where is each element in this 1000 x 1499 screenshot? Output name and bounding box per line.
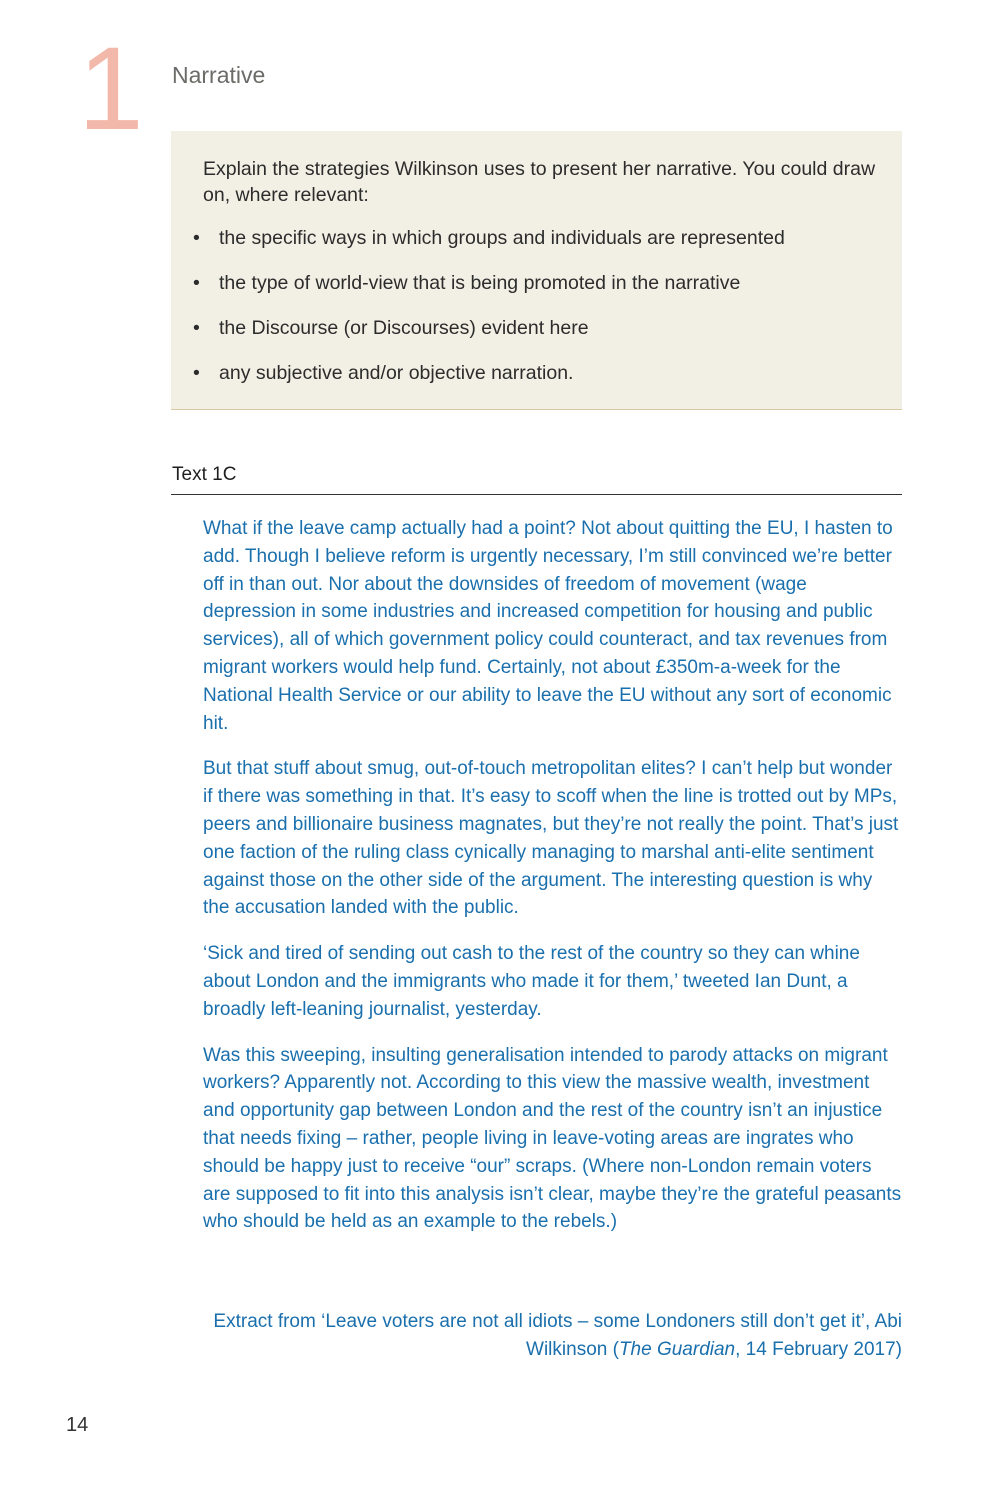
chapter-number: 1: [78, 23, 144, 155]
task-bullet-text: the specific ways in which groups and individuals are represented: [219, 227, 785, 249]
extract-paragraph: What if the leave camp actually had a point? Not about quitting the EU, I hasten to add. Though I believe reform is urgently necessary, I’m still convinced we’re better off in than out. Nor about the downsides of freedom of movement (wage depression in some industries and increased competition for housing and public services), all of which government policy could counteract, and tax revenues from migrant workers would help fund. Certainly, not about £350m-a-week for the National Health Service or our ability to leave the EU without any sort of economic hit.: [203, 518, 893, 734]
divider: [171, 494, 902, 495]
page-number: 14: [66, 1414, 89, 1436]
section-title: Narrative: [172, 62, 266, 88]
task-bullet-text: the Discourse (or Discourses) evident here: [219, 317, 589, 339]
task-bullet-text: any subjective and/or objective narration.: [219, 362, 574, 384]
extract-body: [203, 515, 903, 1254]
bullet-icon: •: [193, 272, 200, 294]
task-bullet: [193, 360, 877, 386]
task-bullet-list: [193, 225, 877, 386]
extract-paragraph: But that stuff about smug, out-of-touch metropolitan elites? I can’t help but wonder if there was something in that. It’s easy to scoff when the line is trotted out by MPs, peers and billionaire business magnates, but they’re not really the point. That’s just one faction of the ruling class cynically managing to marshal anti-elite sentiment against those on the other side of the argument. The interesting question is why the accusation landed with the public.: [203, 758, 899, 919]
extract-paragraph: ‘Sick and tired of sending out cash to the rest of the country so they can whine about London and the immigrants who made it for them,’ tweeted Ian Dunt, a broadly left-leaning journalist, yesterday.: [203, 943, 860, 1020]
source-publication: The Guardian: [618, 1338, 736, 1360]
task-box: [171, 131, 902, 410]
text-label: Text 1C: [172, 464, 237, 485]
source-citation: [203, 1308, 902, 1364]
task-bullet: [193, 225, 877, 251]
task-intro: Explain the strategies Wilkinson uses to present her narrative. You could draw on, where relevant:: [203, 158, 876, 206]
extract-paragraph: Was this sweeping, insulting generalisation intended to parody attacks on migrant workers? Apparently not. According to this view the massive wealth, investment and opportunity gap between London and the rest of the country isn’t an injustice that needs fixing – rather, people living in leave-voting areas are ingrates who should be happy just to receive “our” scraps. (Where non-London remain voters are supposed to fit into this analysis isn’t clear, maybe they’re the grateful peasants who should be held as an example to the rebels.): [203, 1044, 902, 1233]
bullet-icon: •: [193, 362, 200, 384]
task-bullet: [193, 315, 877, 341]
task-bullet-text: the type of world-view that is being promoted in the narrative: [219, 272, 741, 294]
bullet-icon: •: [193, 317, 200, 339]
source-prefix: Extract from ‘Leave voters are not all idiots – some Londoners still don’t get it’, Abi Wilkinson (: [213, 1311, 902, 1360]
task-bullet: [193, 270, 877, 296]
source-suffix: , 14 February 2017): [735, 1338, 902, 1360]
bullet-icon: •: [193, 227, 200, 249]
